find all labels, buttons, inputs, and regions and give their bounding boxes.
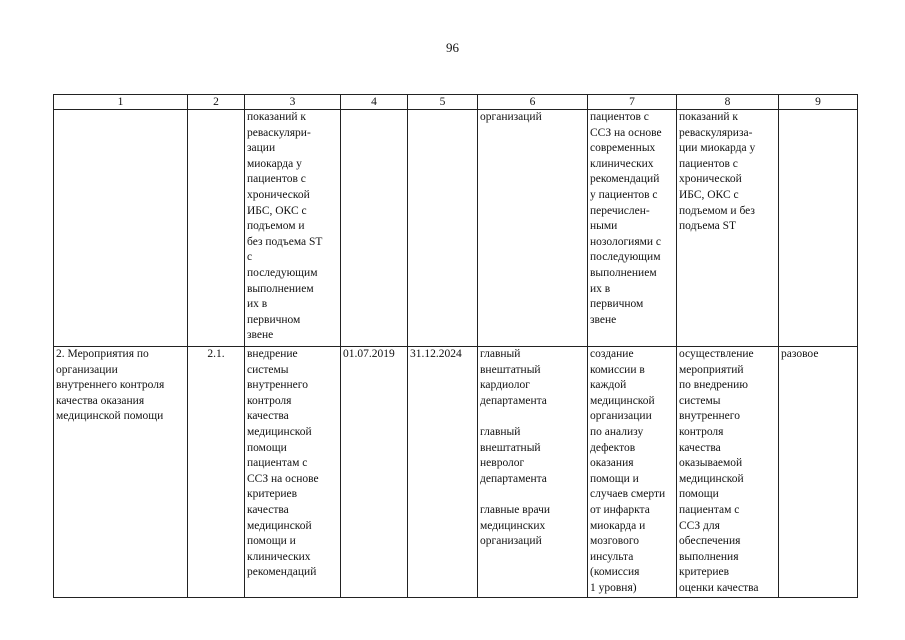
cell-text-line: невролог xyxy=(480,457,525,470)
page-number: 96 xyxy=(446,40,459,55)
cell-text-line: пациентов с xyxy=(590,111,649,123)
cell-text-line: хронической xyxy=(247,188,310,201)
cell-text-line: рекомендаций xyxy=(247,566,317,579)
header-cell: 2 xyxy=(188,95,245,110)
table-cell xyxy=(408,347,478,598)
cell-text-line: помощи xyxy=(247,441,287,454)
cell-text-line: реваскуляри- xyxy=(247,126,311,139)
table-cell xyxy=(341,347,408,598)
cell-spacer xyxy=(480,409,585,425)
cell-text-line: 01.07.2019 xyxy=(343,348,395,360)
table-cell xyxy=(245,347,341,598)
cell-text-line: внештатный xyxy=(480,363,541,376)
table-cell xyxy=(588,110,677,347)
cell-text-line: оценки качества xyxy=(679,581,759,594)
cell-text-line: обеспечения xyxy=(679,535,741,548)
header-cell: 3 xyxy=(245,95,341,110)
table-cell xyxy=(54,110,188,347)
cell-text-line: медицинской xyxy=(679,472,744,485)
cell-text-line: качества xyxy=(247,503,289,516)
cell-text-line: системы xyxy=(247,363,289,376)
cell-text-line: медицинской xyxy=(247,519,312,532)
table-cell xyxy=(588,347,677,598)
cell-text-line: ССЗ на основе xyxy=(247,472,319,485)
cell-text-line: качества xyxy=(679,441,721,454)
cell-text-line: первичном xyxy=(590,298,644,311)
cell-text-line: внутреннего xyxy=(247,379,308,392)
cell-text-line: внештатный xyxy=(480,441,541,454)
cell-text-line: разовое xyxy=(781,348,819,360)
cell-text-line: нозологиями с xyxy=(590,235,662,248)
cell-text-line: их в xyxy=(590,282,611,295)
table-row xyxy=(54,110,858,347)
header-cell: 1 xyxy=(54,95,188,110)
cell-text-line: ССЗ для xyxy=(679,519,720,532)
table-cell xyxy=(677,347,779,598)
cell-text-line: мероприятий xyxy=(679,363,744,376)
cell-text-line: хронической xyxy=(679,173,742,186)
cell-text-line: организаций xyxy=(480,111,542,123)
cell-text-line: ИБС, ОКС с xyxy=(679,188,739,201)
cell-text-line: ции миокарда у xyxy=(679,142,756,155)
table-row xyxy=(54,347,858,598)
cell-text-line: выполнения xyxy=(679,550,739,563)
table-cell xyxy=(779,110,858,347)
cell-text-line: реваскуляриза- xyxy=(679,126,753,139)
cell-text-line: критериев xyxy=(679,566,730,579)
cell-text-line: организации xyxy=(56,363,118,376)
cell-text-line: ными xyxy=(590,220,618,233)
cell-text-line: (комиссия xyxy=(590,566,640,579)
cell-text-line: медицинской xyxy=(590,394,655,407)
table-cell xyxy=(54,347,188,598)
cell-text-line: с xyxy=(247,251,253,264)
cell-text-line: организации xyxy=(590,410,652,423)
table-cell xyxy=(478,110,588,347)
table-cell xyxy=(245,110,341,347)
cell-text-line: пациентов с xyxy=(247,173,306,186)
cell-text-line: комиссии в xyxy=(590,363,645,376)
cell-spacer xyxy=(480,487,585,503)
cell-text-line: подъемом и без xyxy=(679,204,755,217)
cell-text-line: помощи xyxy=(679,488,719,501)
cell-text-line: звене xyxy=(590,313,617,326)
cell-text-line: медицинской xyxy=(247,425,312,438)
cell-text-line: главный xyxy=(480,348,521,360)
cell-text-line: контроля xyxy=(679,425,724,438)
header-cell: 4 xyxy=(341,95,408,110)
cell-text-line: 31.12.2024 xyxy=(410,348,462,360)
header-cell: 7 xyxy=(588,95,677,110)
cell-text-line: оказания xyxy=(590,457,634,470)
measures-table xyxy=(53,94,858,598)
cell-text-line: помощи и xyxy=(247,535,296,548)
cell-text-line: дефектов xyxy=(590,441,636,454)
cell-text-line: качества xyxy=(247,410,289,423)
cell-text-line: пациентам с xyxy=(247,457,308,470)
cell-text-line: мозгового xyxy=(590,535,640,548)
cell-text-line: рекомендаций xyxy=(590,173,660,186)
cell-text-line: подъемом и xyxy=(247,220,305,233)
cell-text-line: осуществление xyxy=(679,348,754,360)
cell-text-line: кардиолог xyxy=(480,379,530,392)
table-cell xyxy=(779,347,858,598)
cell-text-line: 2.1. xyxy=(207,348,225,360)
cell-text-line: медицинских xyxy=(480,519,546,532)
cell-text-line: перечислен- xyxy=(590,204,650,217)
cell-text-line: клинических xyxy=(590,157,654,170)
cell-text-line: по внедрению xyxy=(679,379,748,392)
cell-text-line: случаев смерти xyxy=(590,488,666,501)
cell-text-line: создание xyxy=(590,348,634,360)
table-cell xyxy=(677,110,779,347)
cell-text-line: 1 уровня) xyxy=(590,581,637,594)
cell-text-line: качества оказания xyxy=(56,394,145,407)
cell-text-line: системы xyxy=(679,394,721,407)
cell-text-line: показаний к xyxy=(679,111,738,123)
cell-text-line: внутреннего контроля xyxy=(56,379,165,392)
cell-text-line: главные врачи xyxy=(480,503,551,516)
table-cell xyxy=(478,347,588,598)
cell-text-line: помощи и xyxy=(590,472,639,485)
cell-text-line: миокарда и xyxy=(590,519,646,532)
table-cell xyxy=(341,110,408,347)
table-header-row xyxy=(54,95,858,110)
cell-text-line: первичном xyxy=(247,313,301,326)
header-cell: 9 xyxy=(779,95,858,110)
cell-text-line: внедрение xyxy=(247,348,298,360)
cell-text-line: их в xyxy=(247,298,268,311)
cell-text-line: контроля xyxy=(247,394,292,407)
cell-text-line: критериев xyxy=(247,488,298,501)
cell-text-line: зации xyxy=(247,142,276,155)
cell-text-line: показаний к xyxy=(247,111,306,123)
cell-text-line: инсульта xyxy=(590,550,634,563)
cell-text-line: звене xyxy=(247,329,274,342)
cell-text-line: клинических xyxy=(247,550,311,563)
cell-text-line: выполнением xyxy=(247,282,314,295)
table-cell xyxy=(188,110,245,347)
cell-text-line: последующим xyxy=(247,266,318,279)
cell-text-line: медицинской помощи xyxy=(56,410,164,423)
cell-text-line: современных xyxy=(590,142,656,155)
cell-text-line: 2. Мероприятия по xyxy=(56,348,149,360)
cell-text-line: последующим xyxy=(590,251,661,264)
header-cell: 5 xyxy=(408,95,478,110)
cell-text-line: департамента xyxy=(480,472,547,485)
cell-text-line: от инфаркта xyxy=(590,503,650,516)
cell-text-line: оказываемой xyxy=(679,457,743,470)
cell-text-line: организаций xyxy=(480,535,542,548)
header-cell: 6 xyxy=(478,95,588,110)
cell-text-line: ССЗ на основе xyxy=(590,126,662,139)
cell-text-line: без подъема ST xyxy=(247,235,323,248)
cell-text-line: по анализу xyxy=(590,425,644,438)
cell-text-line: пациентов с xyxy=(679,157,738,170)
cell-text-line: подъема ST xyxy=(679,220,737,233)
cell-text-line: выполнением xyxy=(590,266,657,279)
cell-text-line: у пациентов с xyxy=(590,188,658,201)
cell-text-line: ИБС, ОКС с xyxy=(247,204,307,217)
cell-text-line: пациентам с xyxy=(679,503,740,516)
cell-text-line: каждой xyxy=(590,379,627,392)
cell-text-line: департамента xyxy=(480,394,547,407)
cell-text-line: главный xyxy=(480,425,521,438)
table-cell xyxy=(188,347,245,598)
header-cell: 8 xyxy=(677,95,779,110)
cell-text-line: миокарда у xyxy=(247,157,302,170)
table-cell xyxy=(408,110,478,347)
cell-text-line: внутреннего xyxy=(679,410,740,423)
